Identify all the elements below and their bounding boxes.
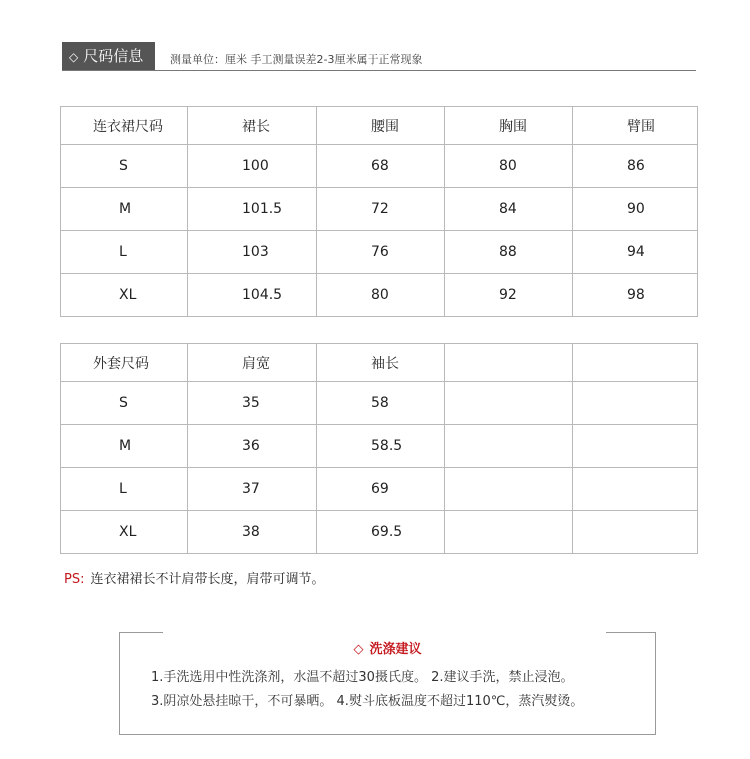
table-header-cell: 连衣裙尺码: [61, 107, 188, 145]
table-cell: [573, 382, 698, 425]
table-cell: L: [61, 231, 188, 274]
table-cell: 101.5: [188, 188, 317, 231]
ps-tag: PS:: [64, 572, 85, 587]
table-cell: M: [61, 425, 188, 468]
table-cell: 69: [317, 468, 445, 511]
coat-size-table: [60, 343, 698, 554]
washing-advice-label: 洗涤建议: [369, 642, 422, 657]
table-cell: [573, 511, 698, 554]
size-info-header: [62, 42, 696, 72]
table-cell: [445, 511, 573, 554]
table-header-cell: 袖长: [317, 344, 445, 382]
table-cell: 35: [188, 382, 317, 425]
table-cell: 80: [445, 145, 573, 188]
table-cell: 104.5: [188, 274, 317, 317]
table-cell: 36: [188, 425, 317, 468]
table-cell: 94: [573, 231, 698, 274]
table-header-cell: 外套尺码: [61, 344, 188, 382]
table-row: [61, 145, 698, 188]
table-cell: [573, 425, 698, 468]
washing-advice-line-1: 1.手洗选用中性洗涤剂，水温不超过30摄氏度。 2.建议手洗，禁止浸泡。: [151, 670, 574, 685]
dress-size-table-body: [61, 107, 698, 317]
table-cell: M: [61, 188, 188, 231]
table-header-cell: [445, 344, 573, 382]
table-row: [61, 231, 698, 274]
table-cell: 90: [573, 188, 698, 231]
measurement-note: 测量单位：厘米 手工测量误差2-3厘米属于正常现象: [170, 53, 423, 66]
table-cell: S: [61, 145, 188, 188]
table-cell: [445, 468, 573, 511]
table-cell: 98: [573, 274, 698, 317]
table-cell: L: [61, 468, 188, 511]
table-header-row: [61, 344, 698, 382]
table-cell: [445, 425, 573, 468]
box-top-right-border: [606, 632, 656, 633]
table-cell: 84: [445, 188, 573, 231]
table-cell: 72: [317, 188, 445, 231]
ps-note: [64, 568, 325, 587]
table-cell: 100: [188, 145, 317, 188]
header-divider: [62, 70, 696, 71]
table-cell: 37: [188, 468, 317, 511]
table-cell: 38: [188, 511, 317, 554]
table-row: [61, 425, 698, 468]
table-cell: 88: [445, 231, 573, 274]
table-cell: 58: [317, 382, 445, 425]
size-info-title: 尺码信息: [83, 47, 144, 65]
washing-advice-title: [120, 638, 655, 657]
table-cell: 80: [317, 274, 445, 317]
ps-text: 连衣裙裙长不计肩带长度，肩带可调节。: [90, 572, 325, 587]
diamond-icon: ◇: [69, 50, 79, 64]
table-cell: [445, 382, 573, 425]
washing-advice-box: [119, 632, 656, 735]
table-cell: 103: [188, 231, 317, 274]
table-row: [61, 468, 698, 511]
table-header-cell: 臂围: [573, 107, 698, 145]
table-header-cell: 裙长: [188, 107, 317, 145]
table-row: [61, 382, 698, 425]
dress-size-table: [60, 106, 698, 317]
washing-advice-line-2: 3.阴凉处悬挂晾干，不可暴晒。 4.熨斗底板温度不超过110℃，蒸汽熨烫。: [151, 694, 584, 709]
table-header-cell: 腰围: [317, 107, 445, 145]
table-row: [61, 511, 698, 554]
table-header-cell: 肩宽: [188, 344, 317, 382]
table-cell: 92: [445, 274, 573, 317]
table-cell: 69.5: [317, 511, 445, 554]
table-row: [61, 274, 698, 317]
table-header-row: [61, 107, 698, 145]
table-cell: XL: [61, 274, 188, 317]
table-cell: 76: [317, 231, 445, 274]
table-cell: 68: [317, 145, 445, 188]
box-top-left-border: [119, 632, 163, 633]
table-header-cell: 胸围: [445, 107, 573, 145]
coat-size-table-body: [61, 344, 698, 554]
table-header-cell: [573, 344, 698, 382]
diamond-icon: ◇: [353, 642, 364, 657]
table-cell: [573, 468, 698, 511]
size-info-badge: [62, 42, 155, 70]
table-cell: S: [61, 382, 188, 425]
table-cell: 86: [573, 145, 698, 188]
table-row: [61, 188, 698, 231]
table-cell: XL: [61, 511, 188, 554]
table-cell: 58.5: [317, 425, 445, 468]
